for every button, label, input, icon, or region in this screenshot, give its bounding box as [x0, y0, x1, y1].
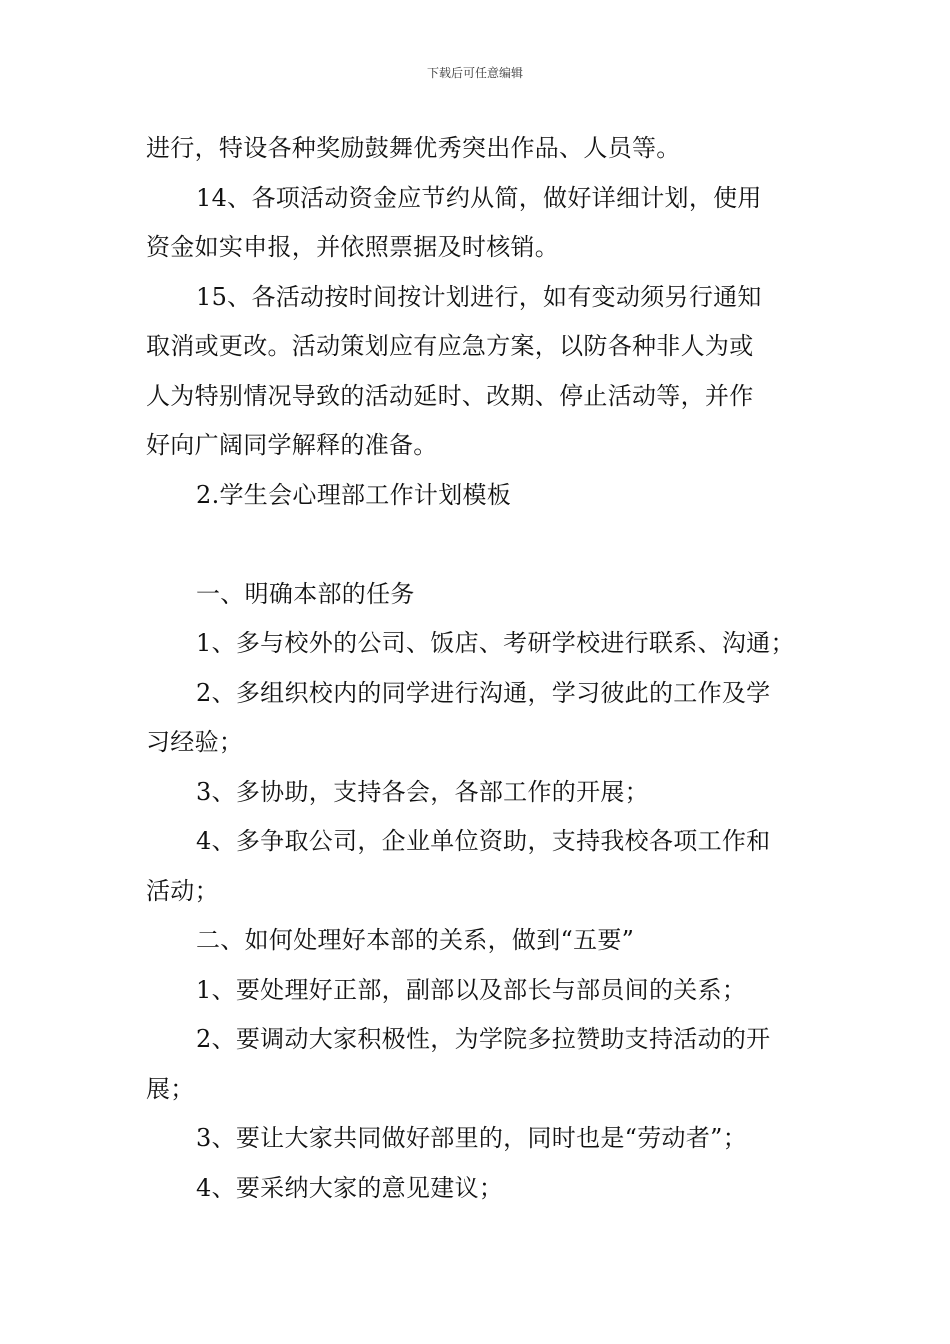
- text-line: 14、各项活动资金应节约从简，做好详细计划，使用: [196, 183, 762, 212]
- list-item: 1、要处理好正部，副部以及部长与部员间的关系；: [196, 975, 747, 1004]
- text-line: 活动；: [146, 876, 219, 905]
- list-item: 4、要采纳大家的意见建议；: [196, 1173, 504, 1202]
- list-item: 2、要调动大家积极性，为学院多拉赞助支持活动的开: [196, 1025, 771, 1053]
- document-body: [146, 124, 806, 1213]
- list-item: 1、多与校外的公司、饭店、考研学校进行联系、沟通；: [196, 629, 795, 657]
- text-line: 进行，特设各种奖励鼓舞优秀突出作品、人员等。: [146, 134, 681, 162]
- text-line: 习经验；: [146, 728, 244, 756]
- list-item: 3、要让大家共同做好部里的，同时也是“劳动者”；: [196, 1124, 748, 1152]
- text-line: 好向广阔同学解释的准备。: [146, 431, 438, 459]
- text-line: 取消或更改。活动策划应有应急方案，以防各种非人为或: [146, 332, 754, 360]
- page-header: 下载后可任意编辑: [426, 66, 523, 80]
- blank-line: [146, 520, 806, 570]
- list-item: 2、多组织校内的同学进行沟通，学习彼此的工作及学: [196, 678, 771, 707]
- heading-line: 一、明确本部的任务: [196, 579, 415, 608]
- list-item: 4、多争取公司，企业单位资助，支持我校各项工作和: [196, 827, 771, 855]
- text-line: 资金如实申报，并依照票据及时核销。: [146, 233, 560, 261]
- list-item: 3、多协助，支持各会，各部工作的开展；: [196, 777, 649, 806]
- text-line: 15、各活动按时间按计划进行，如有变动须另行通知: [196, 282, 762, 311]
- section-title: 2.学生会心理部工作计划模板: [196, 480, 512, 509]
- text-line: 展；: [146, 1074, 195, 1103]
- heading-line: 二、如何处理好本部的关系，做到“五要”: [196, 926, 635, 954]
- text-line: 人为特别情况导致的活动延时、改期、停止活动等，并作: [146, 381, 754, 410]
